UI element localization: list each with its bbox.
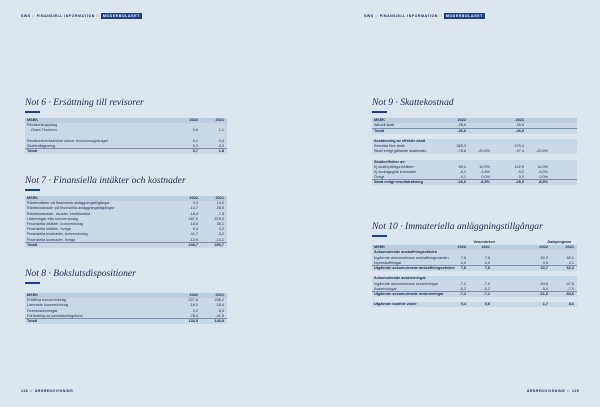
note6-title: Not 6 · Ersättning till revisorer xyxy=(25,97,144,108)
note10-group-dataprogram: Dataprogram xyxy=(547,240,571,244)
table-row: Ingående ackumulerade avskrivningar -7,2 -7,0 -54,6 -47,6 xyxy=(372,282,577,287)
table-row-subtotal: Utgående ackumulerade anskaffningsvärden 7,8 7,8 62,7 62,2 xyxy=(372,266,577,271)
note6-col-label: MSEK xyxy=(27,118,38,122)
table-row: Överavskrivningar 0,2 -5,4 xyxy=(25,309,227,314)
note7-header-row: MSEK 2022 2021 xyxy=(25,196,227,201)
table-row: Utdelningar från koncernbolag 287,0 875,0 xyxy=(25,217,227,222)
table-row: Finansiella intäkter, övriga 0,4 0,2 xyxy=(25,227,227,232)
table-row: Grant Thornton 0,6 1,1 xyxy=(25,128,227,133)
table-row-total: Totalt 133,5 140,9 xyxy=(25,319,227,324)
table-row: Nyanskaffningar 0,0 0,0 0,5 2,1 xyxy=(372,261,577,266)
table-row: Räntekostnader på finansiella anläggningstillgångar -14,7 -28,5 xyxy=(25,206,227,211)
table-row: Erhållna koncernbidrag 227,6 206,2 xyxy=(25,298,227,303)
table-row: Skatt enligt gällande skattesats -78,8 -20,6% -97,4 -20,6% xyxy=(372,149,577,154)
table-row: Räntekostnader, skulder, kreditinstitut -18,4 -7,8 xyxy=(25,212,227,217)
header-section: FINANSIELL INFORMATION xyxy=(379,14,438,18)
note7-title-bar xyxy=(25,189,40,191)
table-row: Ej skattepliktiga intäkter 59,4 15,5% 102,9 16,3% xyxy=(372,165,577,170)
page-number: 119 xyxy=(572,389,579,393)
table-row-total: Totalt 0,7 1,8 xyxy=(25,149,227,154)
table-row-section: Ackumulerade anskaffningsvärden xyxy=(372,250,577,255)
table-row: Finansiella intäkter, koncernbolag 18,8 36,1 xyxy=(25,222,227,227)
table-row: Finansiella kostnader, övriga -12,9 -13,1 xyxy=(25,238,227,243)
footer-label: ÅRSREDOVISNING xyxy=(34,389,74,393)
header-brand: SWS xyxy=(364,14,374,18)
page-number: 118 xyxy=(21,389,28,393)
table-row-subtotal: Utgående ackumulerade avskrivningar -7,4 -7,2 -61,0 -54,6 xyxy=(372,292,577,297)
header-section: FINANSIELL INFORMATION xyxy=(36,14,95,18)
note9-title-bar xyxy=(372,111,387,113)
note6-title-bar xyxy=(25,111,40,113)
table-row-total: Totalt -26,6 -26,9 xyxy=(372,128,577,133)
note8-title: Not 8 · Bokslutsdispositioner xyxy=(25,268,136,279)
note7-title: Not 7 · Finansiella intäkter och kostnader xyxy=(25,175,186,186)
table-row: Övrigt -0,1 0,0% 0,0 0,0% xyxy=(372,175,577,180)
note9-table xyxy=(372,118,577,185)
table-row-total: Utgående bokfört värde 0,4 0,6 1,7 8,6 xyxy=(372,302,577,307)
footer-left: 118 // ÅRSREDOVISNING xyxy=(21,389,74,393)
footer-label: ÅRSREDOVISNING xyxy=(526,389,566,393)
note8-title-bar xyxy=(25,282,40,284)
footer-right: ÅRSREDOVISNING // 119 xyxy=(526,389,579,393)
table-row: Revisionsuppdrag xyxy=(25,123,227,128)
table-row: Ej avdragsgilla kostnader -6,1 -1,6% -0,2 -0,0% xyxy=(372,170,577,175)
note8-header-row: MSEK 2022 2021 xyxy=(25,293,227,298)
note8-table xyxy=(25,293,227,324)
table-row: Ingående ackumulerade anskaffningsvärden 7,8 7,8 62,2 60,1 xyxy=(372,256,577,261)
note7-table xyxy=(25,196,227,248)
table-row-total: Totalt 248,7 490,7 xyxy=(25,243,227,248)
header-tag: MODERBOLAGET xyxy=(102,14,140,18)
note10-table xyxy=(372,240,577,307)
note10-group-varumarken: Varumärken xyxy=(473,240,495,244)
note10-title: Not 10 · Immateriella anläggningstillgångar xyxy=(372,221,543,232)
page-header-left: SWS // FINANSIELL INFORMATION // MODERBOLAGET xyxy=(21,14,140,18)
note6-table xyxy=(25,118,227,154)
table-row: Ränteintäkter på finansiella anläggningstillgångar 0,3 14,0 xyxy=(25,201,227,206)
note9-title: Not 9 · Skattekostnad xyxy=(372,97,454,108)
note9-header-row: MSEK 2022 2021 xyxy=(372,118,577,123)
header-brand: SWS xyxy=(21,14,31,18)
table-row: Revisionsverksamhet utöver revisionsuppdraget 0,1 0,3 xyxy=(25,139,227,144)
header-tag: MODERBOLAGET xyxy=(445,14,483,18)
table-row: Finansiella kostnader, koncernbolag -11,7 -3,2 xyxy=(25,232,227,237)
note6-col-2022: 2022 xyxy=(189,118,198,122)
table-row: Förändring av periodiseringsfond -78,4 -41,5 xyxy=(25,314,227,319)
table-row-section: Ackumulerade avskrivningar xyxy=(372,276,577,281)
table-row: Skatterådgivning 0,0 0,3 xyxy=(25,144,227,149)
note10-header-row: MSEK 2022 2021 2022 2021 xyxy=(372,245,577,250)
table-row-total: Skatt enligt resultaträkning -26,6 -6,9% -26,9 -8,5% xyxy=(372,180,577,185)
table-row: Lämnade koncernbidrag -16,0 -18,4 xyxy=(25,303,227,308)
table-row: Resultat före skatt 382,3 479,4 xyxy=(372,144,577,149)
table-row-section: Skatteeffekter av: xyxy=(372,160,577,165)
page-header-right: SWS // FINANSIELL INFORMATION // MODERBOLAGET xyxy=(364,14,483,18)
table-row: Avskrivningar -0,2 -0,2 -5,4 -7,0 xyxy=(372,287,577,292)
note6-col-2021: 2021 xyxy=(215,118,224,122)
table-row: Aktuell skatt -26,6 -26,9 xyxy=(372,123,577,128)
note10-title-bar xyxy=(372,235,387,237)
table-row-section: Avstämning av effektiv skatt xyxy=(372,139,577,144)
